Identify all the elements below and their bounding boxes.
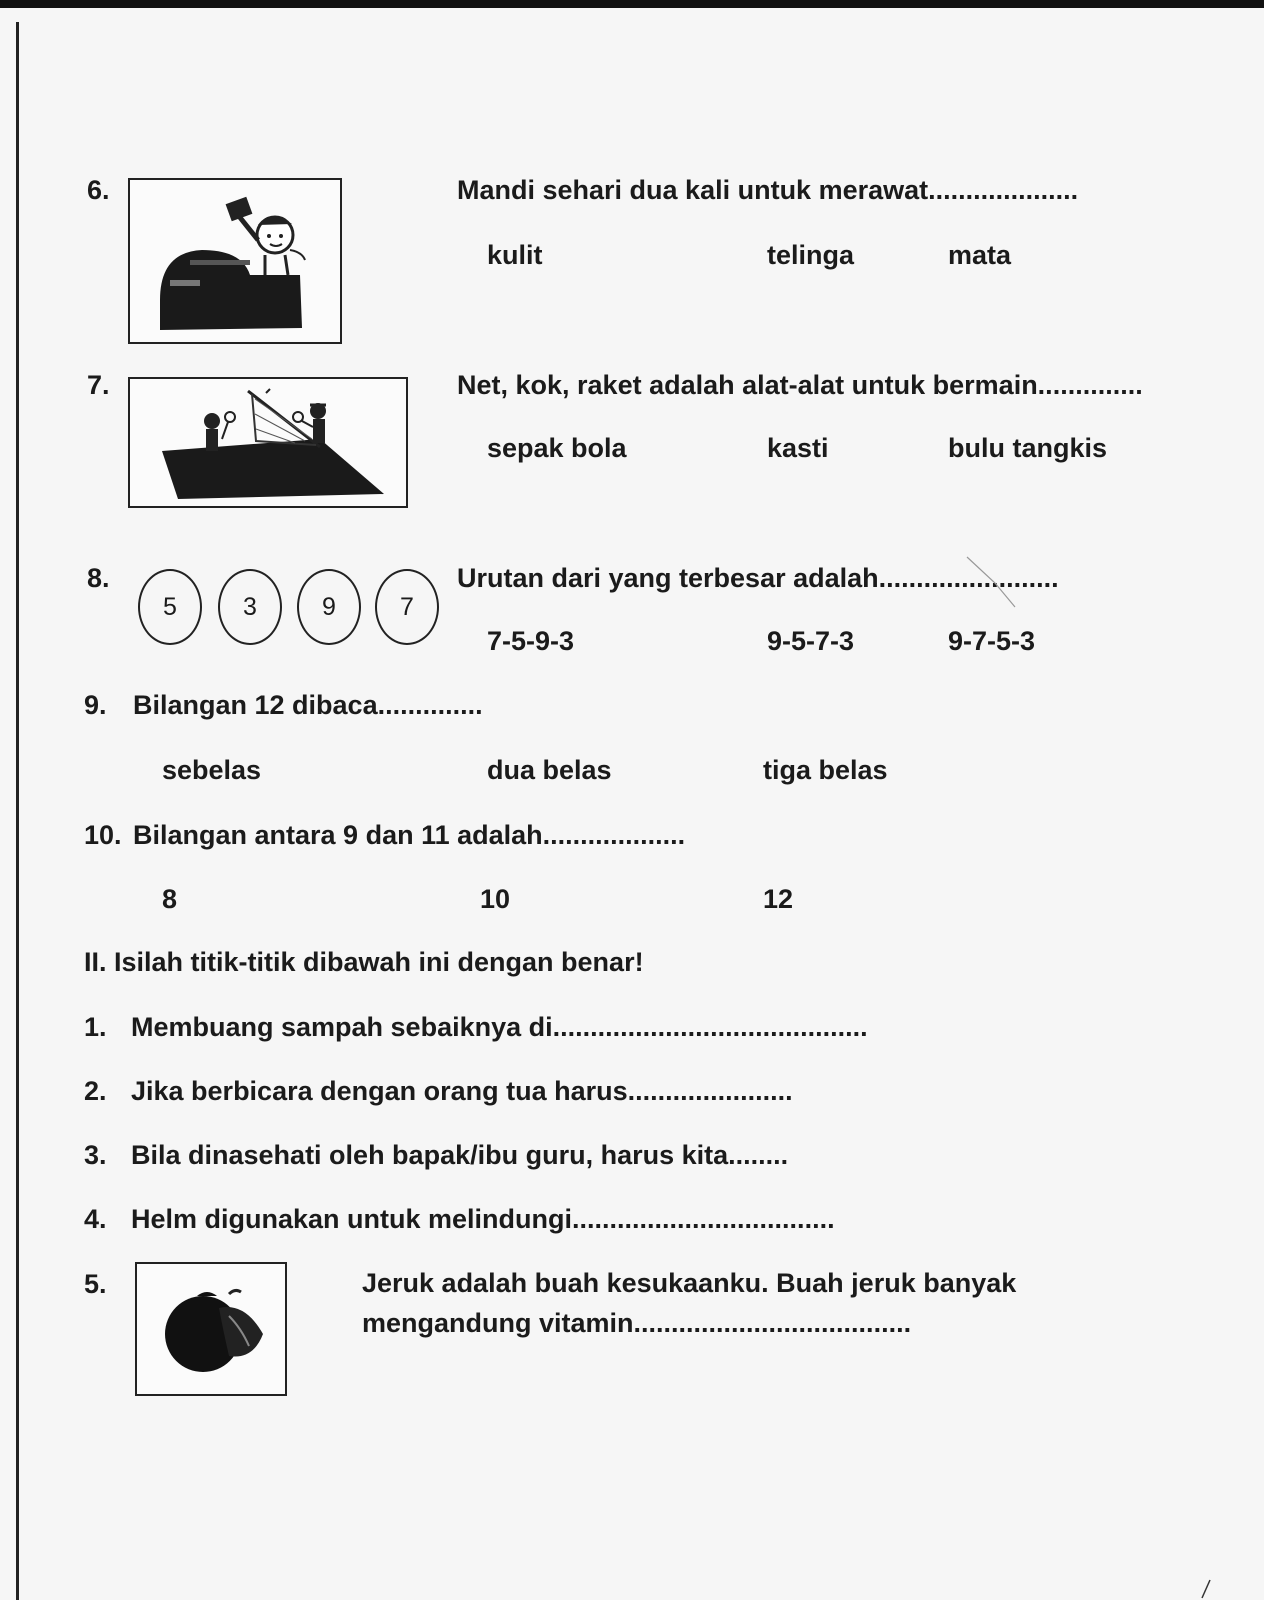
question-6-image [128,178,342,344]
question-6-option-c: mata [948,240,1012,270]
pencil-stroke-mark [965,555,1025,615]
scan-left-border [16,22,19,1600]
fill-item-1-number: 1. [84,1012,107,1042]
fill-item-5-image [135,1262,287,1396]
badminton-court-icon [130,379,406,506]
question-10-option-b: 10 [480,884,511,914]
question-6-option-a: kulit [487,240,543,270]
fill-item-5-text-line1: Jeruk adalah buah kesukaanku. Buah jeruk banyak [362,1268,1017,1298]
scan-top-border [0,0,1264,8]
fill-item-4-number: 4. [84,1204,107,1234]
question-8-option-b: 9-5-7-3 [767,626,855,656]
question-8-number: 8. [87,563,110,593]
orange-fruit-icon [137,1264,285,1394]
question-7-text: Net, kok, raket adalah alat-alat untuk bermain.............. [457,370,1143,400]
question-10-text: Bilangan antara 9 dan 11 adalah................... [133,820,686,850]
question-7-number: 7. [87,370,110,400]
question-10-option-a: 8 [162,884,178,914]
question-10-number: 10. [84,820,122,850]
question-9-option-b: dua belas [487,755,612,785]
fill-item-5-number: 5. [84,1269,107,1299]
fill-item-2-text: Jika berbicara dengan orang tua harus...................... [131,1076,793,1106]
section-2-heading: II. Isilah titik-titik dibawah ini dengan benar! [84,947,644,977]
number-circle-7: 7 [375,569,439,645]
question-6-text: Mandi sehari dua kali untuk merawat.................... [457,175,1079,205]
number-circle-9: 9 [297,569,361,645]
fill-item-4-text: Helm digunakan untuk melindungi................................... [131,1204,835,1234]
question-6-number: 6. [87,175,110,205]
corner-pen-mark [1196,1578,1216,1600]
number-circle-3: 3 [218,569,282,645]
question-7-image [128,377,408,508]
question-9-number: 9. [84,690,107,720]
question-7-option-a: sepak bola [487,433,627,463]
fill-item-2-number: 2. [84,1076,107,1106]
fill-item-3-text: Bila dinasehati oleh bapak/ibu guru, harus kita........ [131,1140,789,1170]
question-9-text: Bilangan 12 dibaca.............. [133,690,483,720]
question-8-option-c: 9-7-5-3 [948,626,1036,656]
question-9-option-c: tiga belas [763,755,888,785]
question-8-text: Urutan dari yang terbesar adalah........................ [457,563,1059,593]
question-10-option-c: 12 [763,884,794,914]
question-7-option-c: bulu tangkis [948,433,1108,463]
fill-item-3-number: 3. [84,1140,107,1170]
number-circle-5: 5 [138,569,202,645]
bathing-child-icon [130,180,340,342]
question-7-option-b: kasti [767,433,829,463]
fill-item-5-text-line2: mengandung vitamin..................................... [362,1308,912,1338]
question-8-option-a: 7-5-9-3 [487,626,575,656]
question-6-option-b: telinga [767,240,855,270]
question-9-option-a: sebelas [162,755,262,785]
fill-item-1-text: Membuang sampah sebaiknya di.......................................... [131,1012,868,1042]
